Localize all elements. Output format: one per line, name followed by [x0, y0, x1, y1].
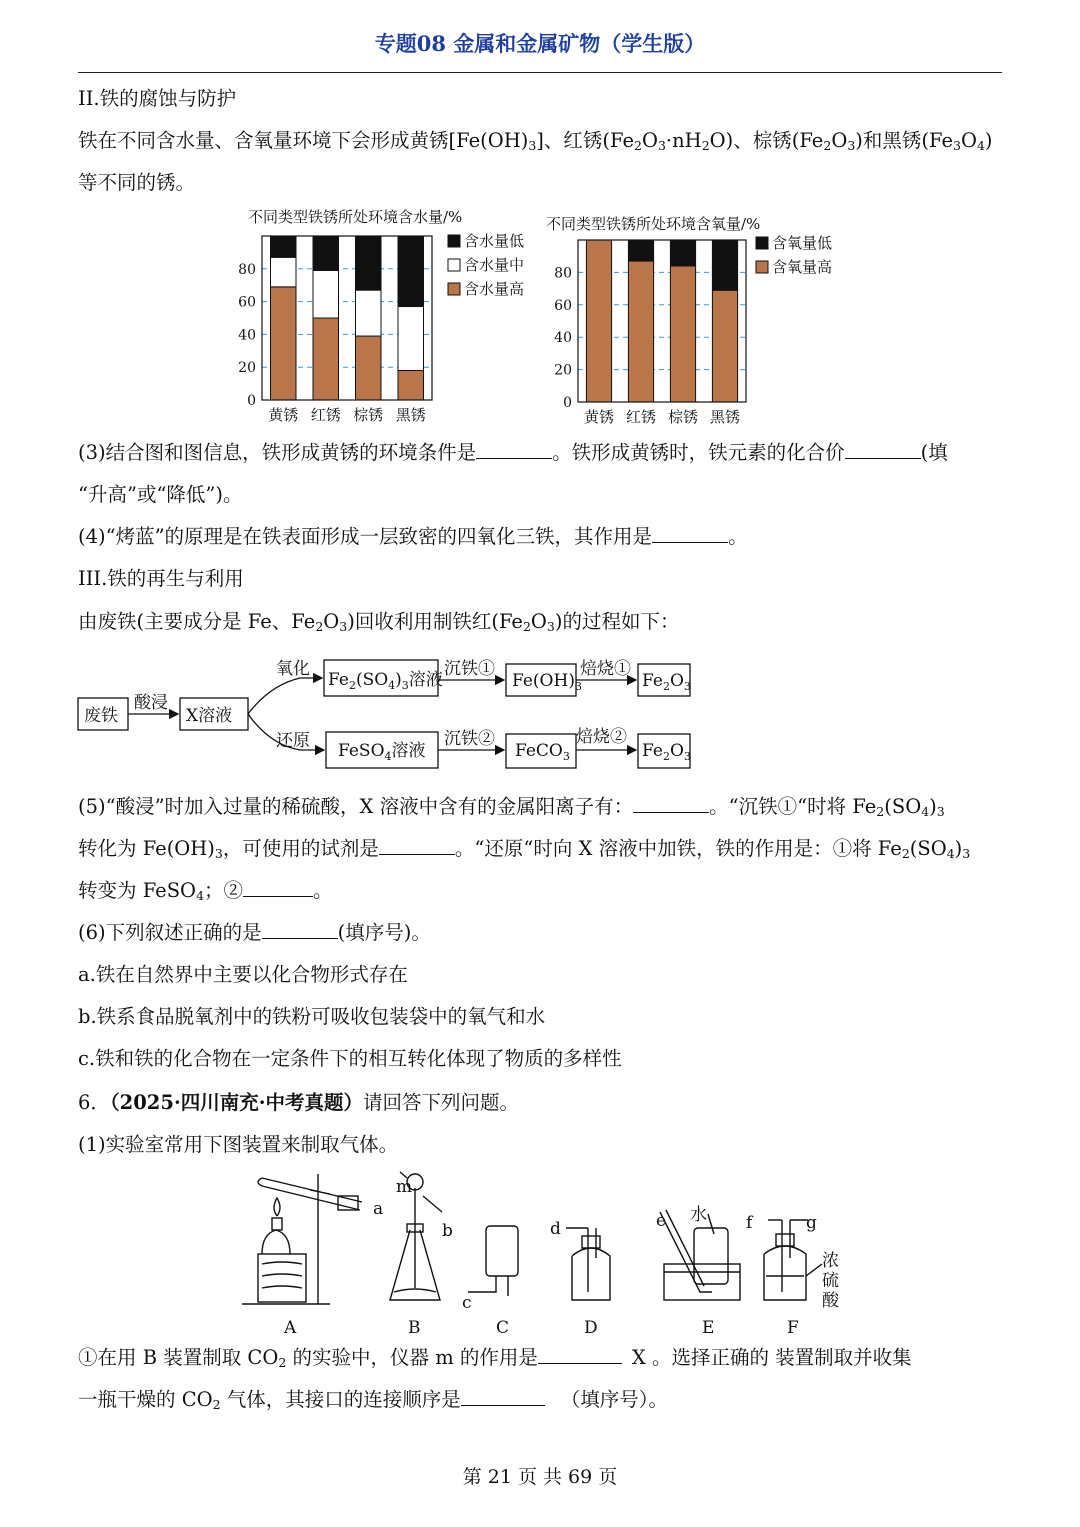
port-m-label: m [396, 1177, 413, 1197]
q6-option-b: b.铁系食品脱氧剂中的铁粉可吸收包装袋中的氧气和水 [78, 1005, 546, 1028]
q3-blank-1[interactable] [476, 440, 552, 459]
bar-segment [628, 240, 653, 261]
legend-swatch [756, 261, 768, 273]
acid-label-1: 浓 [822, 1251, 839, 1271]
lab-apparatus [0, 1168, 1080, 1340]
problem6-source: （2025·四川南充·中考真题） [109, 1091, 364, 1114]
fe2o3-a-label: $Fe_2O_3$ [642, 671, 691, 693]
q5-text-2b: 。“还原“时向 X 溶液中加铁，铁的作用是：①将 $Fe_2(SO_4)_3$ [454, 837, 971, 861]
calcine2-label: 焙烧② [576, 727, 627, 747]
x-category-label: 棕锈 [353, 406, 384, 424]
port-f-label: f [746, 1213, 753, 1233]
y-tick-label: 40 [238, 327, 256, 344]
x-category-label: 黄锈 [268, 406, 299, 424]
q4-blank[interactable] [652, 524, 728, 543]
feco3-label: FeCO$_3$ [515, 741, 570, 763]
q6-1-text-1a: ①在用 B 装置制取 $CO_2$ 的实验中，仪器 m 的作用是 [78, 1346, 538, 1370]
acid-label-3: 酸 [822, 1291, 839, 1311]
precip2-label: 沉铁② [444, 729, 495, 749]
feoh3-label: $Fe(OH)_3$ [512, 671, 582, 693]
q5-blank-1[interactable] [633, 794, 709, 813]
problem6-prompt: 请回答下列问题。 [363, 1091, 520, 1114]
y-tick-label: 0 [247, 393, 256, 409]
q3-line1 [78, 440, 948, 466]
recycle-flowchart [0, 650, 1080, 775]
q6-1-blank-2[interactable] [461, 1387, 545, 1406]
port-d-label: d [550, 1219, 561, 1239]
q6-blank[interactable] [262, 920, 338, 939]
q4-text-a: (4)“烤蓝”的原理是在铁表面形成一层致密的四氧化三铁，其作用是 [78, 525, 653, 548]
q5-text-1a: (5)“酸浸”时加入过量的稀硫酸，X 溶液中含有的金属阳离子有： [78, 795, 634, 818]
q6-1-text-2b: （填序号）。 [560, 1388, 669, 1411]
q5-blank-3[interactable] [243, 878, 313, 897]
x-category-label: 黑锈 [709, 408, 741, 426]
recycle-intro [78, 609, 679, 640]
corrosion-intro-text: 铁在不同含水量、含氧量环境下会形成黄锈$[Fe(OH)_3]$、红锈$(Fe_2O_3\cdot nH_2O)$、棕锈$(Fe_2O_3)$和黑锈$(Fe_3O_4)$ [78, 129, 993, 153]
legend-swatch [448, 283, 460, 295]
oxygen-content-chart [546, 215, 832, 426]
fe2o3-b-label: $Fe_2O_3$ [642, 741, 691, 763]
port-c-label: c [462, 1293, 472, 1313]
reduce-label: 还原 [276, 731, 310, 751]
q5-text-1b: 。“沉铁①“时将 $Fe_2(SO_4)_3$ [709, 795, 945, 819]
chart-title: 不同类型铁锈所处环境含氧量/% [546, 215, 761, 233]
chart-title: 不同类型铁锈所处环境含水量/% [248, 208, 463, 226]
legend-swatch [756, 237, 768, 249]
legend-swatch [448, 235, 460, 247]
legend-label: 含氧量高 [772, 258, 833, 276]
page-footer: 第 21 页 共 69 页 [462, 1466, 618, 1488]
bar-segment [271, 257, 297, 287]
q5-text-2a: 转化为 $Fe(OH)_3$，可使用的试剂是 [78, 837, 379, 861]
legend-swatch [448, 259, 460, 271]
header-rule [78, 72, 1002, 73]
q3-blank-2[interactable] [845, 440, 921, 459]
q6-text-a: (6)下列叙述正确的是 [78, 921, 262, 944]
y-tick-label: 80 [238, 261, 256, 278]
apparatus-label-b: B [408, 1318, 421, 1338]
q5-text-3a: 转变为 FeSO$_4$；② [78, 879, 244, 903]
y-tick-label: 0 [563, 395, 572, 411]
legend-label: 含水量低 [464, 232, 525, 250]
y-tick-label: 60 [238, 294, 256, 311]
bar-segment [712, 290, 737, 402]
port-e-label: e [656, 1211, 667, 1231]
calcine1-label: 焙烧① [580, 659, 631, 679]
q6-option-c: c.铁和铁的化合物在一定条件下的相互转化体现了物质的多样性 [78, 1047, 622, 1070]
page-header-title: 专题08 金属和金属矿物（学生版） [374, 31, 706, 56]
q5-line2 [78, 836, 970, 867]
bar-segment [271, 236, 297, 257]
problem6-heading [78, 1090, 519, 1116]
rust-charts [0, 200, 1080, 432]
water-content-chart [238, 208, 524, 424]
section-heading-recycle: III.铁的再生与利用 [78, 567, 244, 590]
bar-segment [271, 287, 297, 400]
q6-1-line2 [78, 1387, 668, 1418]
legend-label: 含水量高 [464, 280, 525, 298]
apparatus-label-e: E [702, 1318, 715, 1338]
waste-iron-label: 废铁 [84, 706, 118, 726]
q4-line [78, 524, 748, 550]
x-category-label: 红锈 [310, 406, 341, 424]
legend-label: 含水量中 [464, 256, 525, 274]
water-label: 水 [690, 1205, 707, 1225]
section-heading-corrosion: II.铁的腐蚀与防护 [78, 87, 237, 110]
q6-1-line1 [78, 1345, 912, 1376]
apparatus-label-c: C [496, 1318, 510, 1338]
bar-segment [398, 370, 424, 400]
bar-segment [670, 240, 695, 266]
bar-segment [313, 318, 339, 400]
q3-text-a: (3)结合图和图信息，铁形成黄锈的环境条件是 [78, 441, 477, 464]
q3-line2: “升高”或“降低”)。 [78, 483, 243, 506]
x-category-label: 黑锈 [395, 406, 426, 424]
bar-segment [356, 336, 382, 400]
acid-label-2: 硫 [822, 1271, 839, 1291]
apparatus-label-a: A [284, 1318, 297, 1338]
bar-segment [586, 240, 611, 402]
corrosion-intro-line1 [78, 128, 993, 159]
fe2so43-label: $Fe_2(SO_4)_3$溶液 [328, 670, 443, 692]
q3-text-b: 。铁形成黄锈时，铁元素的化合价 [552, 441, 845, 464]
problem6-number: 6． [78, 1091, 110, 1114]
bar-segment [313, 270, 339, 318]
q6-1-blank-1[interactable] [538, 1345, 622, 1364]
port-a-label: a [373, 1199, 384, 1219]
bar-segment [398, 236, 424, 307]
q6-stem [78, 920, 431, 946]
y-tick-label: 80 [554, 265, 572, 282]
q5-blank-2[interactable] [379, 836, 455, 855]
legend-label: 含氧量低 [772, 234, 833, 252]
apparatus-label-f: F [787, 1318, 799, 1338]
y-tick-label: 40 [554, 330, 572, 347]
x-category-label: 黄锈 [583, 408, 615, 426]
precip1-label: 沉铁① [444, 659, 495, 679]
y-tick-label: 20 [238, 360, 256, 377]
port-g-label: g [806, 1213, 817, 1233]
x-solution-label: X溶液 [186, 706, 233, 726]
port-b-label: b [442, 1221, 453, 1241]
q6-option-a: a.铁在自然界中主要以化合物形式存在 [78, 963, 408, 986]
q5-text-3b: 。 [313, 879, 333, 902]
apparatus-label-d: D [584, 1318, 598, 1338]
bar-segment [712, 240, 737, 290]
feso4-label: FeSO$_4$溶液 [338, 741, 426, 763]
q6-1-text-2a: 一瓶干燥的 $CO_2$ 气体，其接口的连接顺序是 [78, 1388, 461, 1412]
x-category-label: 红锈 [625, 408, 657, 426]
bar-segment [670, 266, 695, 402]
q5-line3 [78, 878, 333, 909]
bar-segment [398, 307, 424, 371]
recycle-intro-text: 由废铁(主要成分是 Fe、$Fe_2O_3$)回收利用制铁红$(Fe_2O_3)$的过程如下： [78, 610, 680, 634]
bar-segment [313, 236, 339, 270]
oxidize-label: 氧化 [276, 659, 310, 679]
corrosion-intro-line2: 等不同的锈。 [78, 171, 196, 194]
problem6-sub1: (1)实验室常用下图装置来制取气体。 [78, 1133, 399, 1156]
q4-text-b: 。 [728, 525, 748, 548]
q3-text-c: (填 [920, 441, 948, 464]
acid-leach-label: 酸浸 [134, 693, 168, 713]
q6-text-b: (填序号)。 [337, 921, 431, 944]
q6-1-text-1b: X 。选择正确的 装置制取并收集 [631, 1346, 912, 1369]
bar-segment [356, 236, 382, 290]
y-tick-label: 20 [554, 362, 572, 379]
y-tick-label: 60 [554, 297, 572, 314]
q5-line1 [78, 794, 945, 825]
bar-segment [628, 261, 653, 402]
bar-segment [356, 290, 382, 336]
x-category-label: 棕锈 [667, 408, 699, 426]
